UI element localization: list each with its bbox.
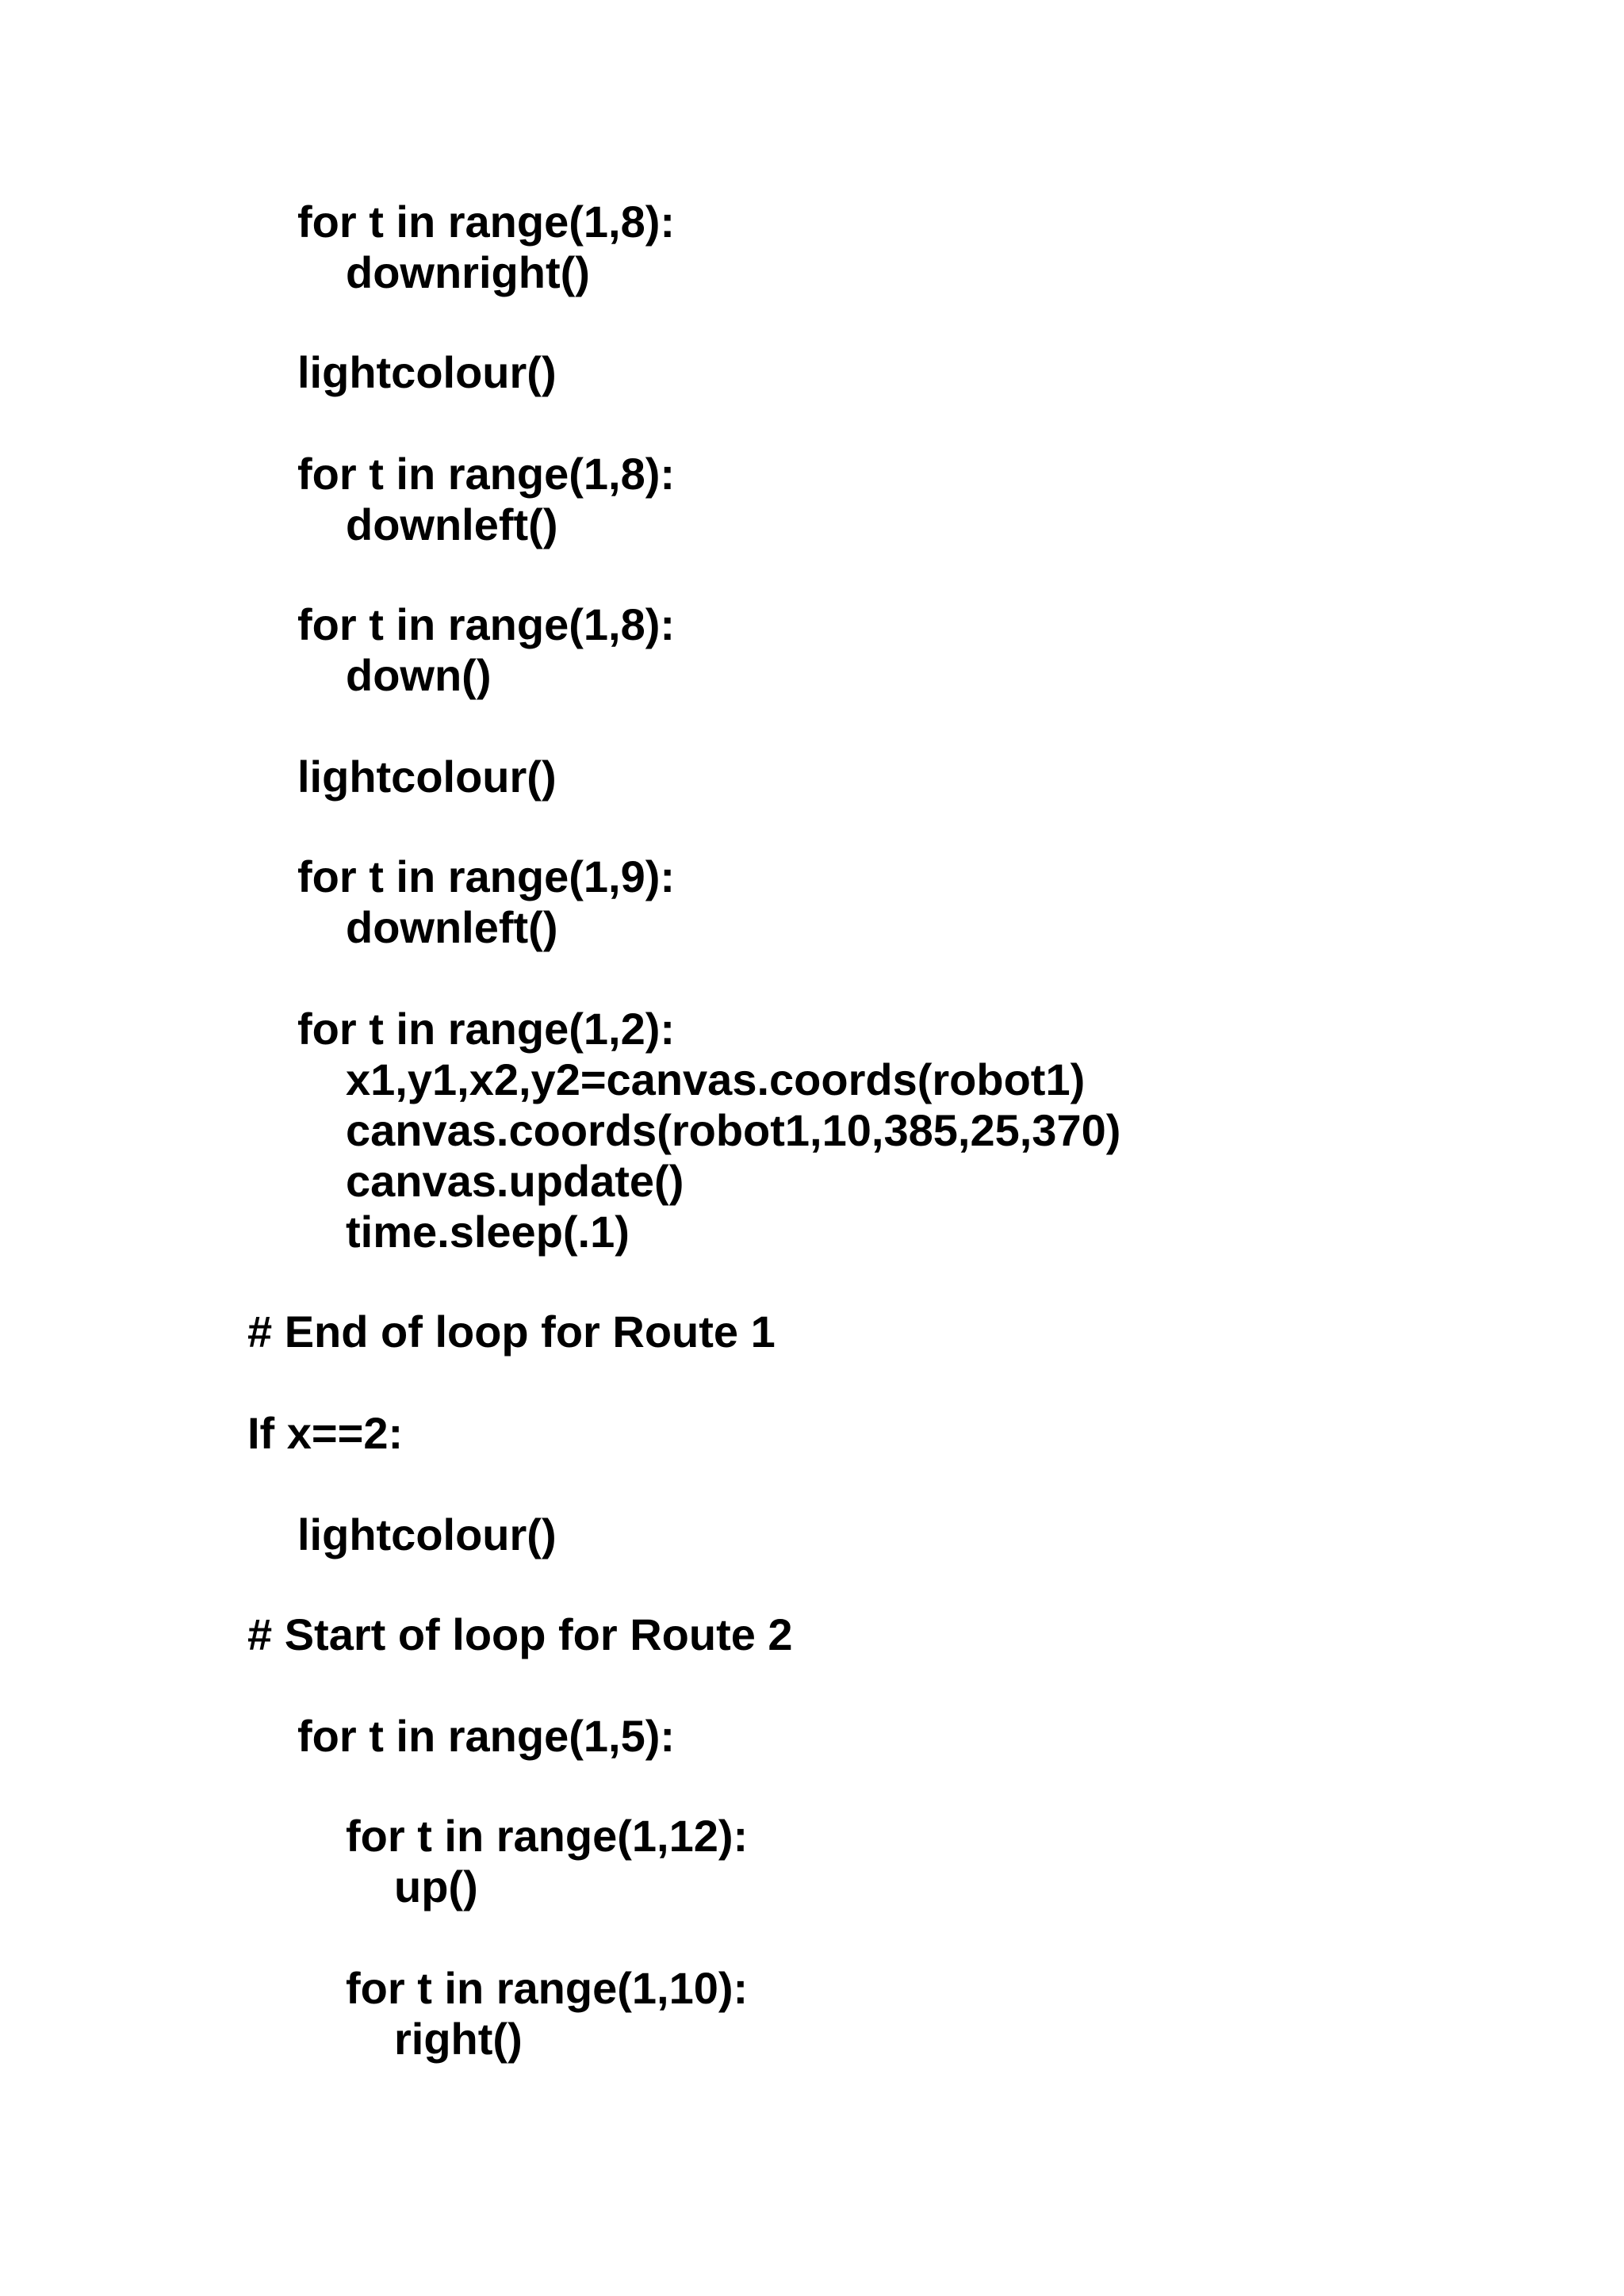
code-line: lightcolour() <box>297 347 557 397</box>
code-line: right() <box>394 2014 523 2064</box>
code-line: canvas.coords(robot1,10,385,25,370) <box>346 1105 1121 1155</box>
code-line: for t in range(1,10): <box>346 1963 749 2013</box>
code-line: for t in range(1,5): <box>297 1711 676 1761</box>
code-line: up() <box>394 1862 478 1911</box>
code-line: for t in range(1,12): <box>346 1811 749 1861</box>
code-line: for t in range(1,2): <box>297 1004 676 1054</box>
code-line: canvas.update() <box>346 1156 684 1206</box>
code-comment: # End of loop for Route 1 <box>247 1307 776 1357</box>
code-line: downleft() <box>346 902 558 952</box>
code-line: lightcolour() <box>297 1510 557 1559</box>
code-line: for t in range(1,8): <box>297 599 676 649</box>
code-line: downleft() <box>346 499 558 549</box>
code-line: for t in range(1,9): <box>297 851 676 901</box>
code-line: x1,y1,x2,y2=canvas.coords(robot1) <box>346 1054 1086 1104</box>
code-line: If x==2: <box>247 1408 404 1458</box>
code-line: time.sleep(.1) <box>346 1207 630 1257</box>
code-line: downright() <box>346 247 590 297</box>
code-line: for t in range(1,8): <box>297 197 676 247</box>
code-line: for t in range(1,8): <box>297 449 676 499</box>
code-line: lightcolour() <box>297 752 557 802</box>
code-comment: # Start of loop for Route 2 <box>247 1609 793 1659</box>
code-line: down() <box>346 650 492 700</box>
